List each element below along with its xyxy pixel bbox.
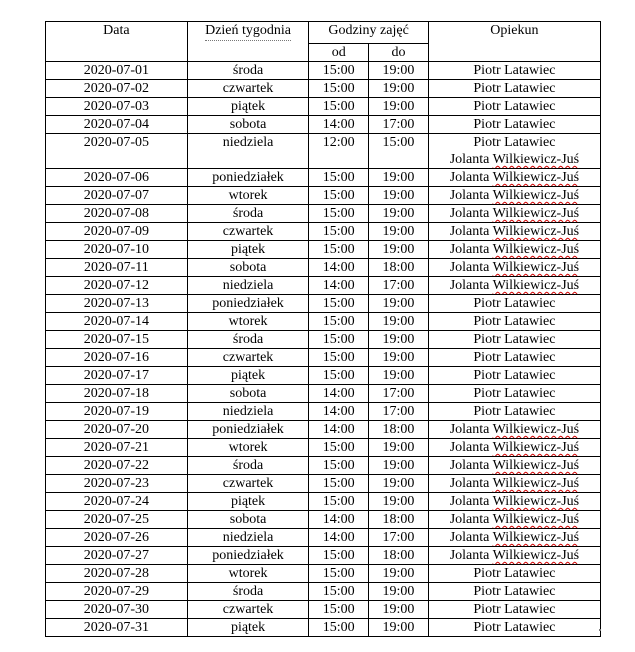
cell-day: wtorek — [187, 187, 309, 205]
cell-to: 19:00 — [369, 475, 429, 493]
caretaker-name-part: Wilkiewicz-Juś — [492, 548, 580, 563]
cell-date: 2020-07-02 — [46, 80, 188, 98]
cell-day: piątek — [187, 241, 309, 259]
cell-to: 19:00 — [369, 349, 429, 367]
caretaker-name-part: Latawiec — [504, 63, 556, 78]
cell-to: 19:00 — [369, 439, 429, 457]
caretaker-name — [431, 349, 598, 366]
cell-day: czwartek — [187, 223, 309, 241]
caretaker-name-part: Piotr — [473, 566, 501, 581]
caretaker-name — [431, 116, 598, 133]
cell-caretaker — [428, 457, 600, 475]
caretaker-name — [431, 583, 598, 600]
cell-caretaker — [428, 493, 600, 511]
cell-to: 18:00 — [369, 511, 429, 529]
cell-day: niedziela — [187, 403, 309, 421]
table-row — [46, 134, 601, 169]
cell-caretaker — [428, 295, 600, 313]
table-row — [46, 547, 601, 565]
caretaker-name — [431, 259, 598, 276]
table-row — [46, 529, 601, 547]
cell-date: 2020-07-12 — [46, 277, 188, 295]
cell-from: 15:00 — [309, 547, 369, 565]
table-row — [46, 241, 601, 259]
cell-to: 17:00 — [369, 403, 429, 421]
caretaker-name-part: Piotr — [473, 63, 501, 78]
caretaker-name — [431, 98, 598, 115]
table-row — [46, 457, 601, 475]
caretaker-name-part: Wilkiewicz-Juś — [492, 476, 580, 491]
cell-caretaker — [428, 62, 600, 80]
table-row — [46, 80, 601, 98]
cell-day: piątek — [187, 98, 309, 116]
cell-to: 19:00 — [369, 367, 429, 385]
table-row — [46, 601, 601, 619]
cell-from: 14:00 — [309, 529, 369, 547]
cell-caretaker — [428, 565, 600, 583]
caretaker-name-part: Wilkiewicz-Juś — [492, 242, 580, 257]
cell-caretaker — [428, 529, 600, 547]
table-row — [46, 331, 601, 349]
caretaker-name-part: Piotr — [473, 602, 501, 617]
cell-from: 15:00 — [309, 295, 369, 313]
table-row — [46, 403, 601, 421]
caretaker-name-part: Jolanta — [449, 170, 490, 185]
caretaker-name — [431, 169, 598, 186]
cell-to: 19:00 — [369, 169, 429, 187]
cell-to: 17:00 — [369, 277, 429, 295]
table-row — [46, 511, 601, 529]
cell-to: 19:00 — [369, 241, 429, 259]
cell-date: 2020-07-24 — [46, 493, 188, 511]
cell-date: 2020-07-03 — [46, 98, 188, 116]
table-row — [46, 98, 601, 116]
cell-day: poniedziałek — [187, 295, 309, 313]
caretaker-name-part: Wilkiewicz-Juś — [492, 440, 580, 455]
cell-caretaker — [428, 421, 600, 439]
cell-date: 2020-07-07 — [46, 187, 188, 205]
cell-day: niedziela — [187, 529, 309, 547]
caretaker-name-part: Latawiec — [504, 584, 556, 599]
cell-from: 14:00 — [309, 277, 369, 295]
table-row — [46, 169, 601, 187]
cell-to: 18:00 — [369, 259, 429, 277]
caretaker-name-part: Piotr — [473, 99, 501, 114]
cell-caretaker — [428, 619, 600, 637]
cell-from: 14:00 — [309, 511, 369, 529]
caretaker-name-part: Jolanta — [449, 422, 490, 437]
caretaker-name-part: Wilkiewicz-Juś — [492, 530, 580, 545]
cell-caretaker — [428, 439, 600, 457]
table-row — [46, 385, 601, 403]
cell-day: środa — [187, 331, 309, 349]
caretaker-name — [431, 241, 598, 258]
cell-caretaker — [428, 547, 600, 565]
caretaker-name — [431, 619, 598, 636]
header-day: Dzień tygodnia — [187, 22, 309, 62]
table-row — [46, 619, 601, 637]
cell-to: 15:00 — [369, 134, 429, 169]
cell-to: 19:00 — [369, 205, 429, 223]
cell-to: 19:00 — [369, 313, 429, 331]
caretaker-name-part: Wilkiewicz-Juś — [492, 512, 580, 527]
cell-from: 15:00 — [309, 349, 369, 367]
caretaker-name-part: Latawiec — [504, 81, 556, 96]
cell-from: 15:00 — [309, 205, 369, 223]
cell-date: 2020-07-19 — [46, 403, 188, 421]
cell-from: 15:00 — [309, 313, 369, 331]
table-row — [46, 493, 601, 511]
cell-day: sobota — [187, 511, 309, 529]
caretaker-name-part: Piotr — [473, 296, 501, 311]
cell-from: 14:00 — [309, 421, 369, 439]
table-row — [46, 475, 601, 493]
cell-day: piątek — [187, 367, 309, 385]
cell-from: 15:00 — [309, 223, 369, 241]
cell-caretaker — [428, 134, 600, 169]
caretaker-name-part: Wilkiewicz-Juś — [492, 458, 580, 473]
cell-day: czwartek — [187, 475, 309, 493]
table-row — [46, 187, 601, 205]
cell-day: wtorek — [187, 565, 309, 583]
cell-to: 17:00 — [369, 116, 429, 134]
caretaker-name-part: Latawiec — [504, 368, 556, 383]
caretaker-name — [431, 529, 598, 546]
cell-caretaker — [428, 385, 600, 403]
caretaker-name-part: Piotr — [473, 584, 501, 599]
cell-date: 2020-07-04 — [46, 116, 188, 134]
caretaker-name — [431, 547, 598, 564]
caretaker-name-part: Jolanta — [449, 476, 490, 491]
cell-from: 15:00 — [309, 367, 369, 385]
cell-date: 2020-07-20 — [46, 421, 188, 439]
cell-caretaker — [428, 98, 600, 116]
caretaker-name-part: Piotr — [473, 81, 501, 96]
table-row — [46, 583, 601, 601]
cell-to: 19:00 — [369, 98, 429, 116]
table-row — [46, 259, 601, 277]
cell-day: czwartek — [187, 349, 309, 367]
caretaker-name-part: Jolanta — [449, 188, 490, 203]
caretaker-name — [431, 295, 598, 312]
cell-from: 15:00 — [309, 619, 369, 637]
cell-from: 15:00 — [309, 169, 369, 187]
cell-from: 15:00 — [309, 493, 369, 511]
table-row — [46, 421, 601, 439]
caretaker-name-part: Latawiec — [504, 296, 556, 311]
caretaker-name — [431, 421, 598, 438]
cell-to: 19:00 — [369, 619, 429, 637]
caretaker-name-part: Latawiec — [504, 99, 556, 114]
cell-day: czwartek — [187, 80, 309, 98]
cell-from: 14:00 — [309, 385, 369, 403]
cell-date: 2020-07-06 — [46, 169, 188, 187]
caretaker-name-part: Piotr — [473, 350, 501, 365]
caretaker-name-part: Jolanta — [449, 548, 490, 563]
cell-date: 2020-07-27 — [46, 547, 188, 565]
cell-from: 15:00 — [309, 241, 369, 259]
cell-date: 2020-07-25 — [46, 511, 188, 529]
caretaker-name — [431, 134, 598, 151]
table-row — [46, 313, 601, 331]
cell-to: 19:00 — [369, 223, 429, 241]
header-from: od — [309, 44, 369, 62]
caretaker-name — [431, 601, 598, 618]
caretaker-name-part: Wilkiewicz-Juś — [492, 494, 580, 509]
cell-day: poniedziałek — [187, 547, 309, 565]
cell-to: 19:00 — [369, 295, 429, 313]
cell-day: środa — [187, 583, 309, 601]
cell-from: 15:00 — [309, 62, 369, 80]
caretaker-name — [431, 457, 598, 474]
caretaker-name-part: Wilkiewicz-Juś — [492, 260, 580, 275]
caretaker-name — [431, 151, 598, 168]
caretaker-name-part: Piotr — [473, 314, 501, 329]
cell-from: 14:00 — [309, 403, 369, 421]
table-row — [46, 295, 601, 313]
cell-date: 2020-07-09 — [46, 223, 188, 241]
cell-caretaker — [428, 241, 600, 259]
cell-date: 2020-07-10 — [46, 241, 188, 259]
table-row — [46, 223, 601, 241]
cell-day: sobota — [187, 116, 309, 134]
caretaker-name-part: Jolanta — [449, 494, 490, 509]
cell-date: 2020-07-15 — [46, 331, 188, 349]
cell-caretaker — [428, 169, 600, 187]
cell-date: 2020-07-18 — [46, 385, 188, 403]
cell-to: 19:00 — [369, 80, 429, 98]
cell-caretaker — [428, 223, 600, 241]
table-row — [46, 277, 601, 295]
cell-to: 19:00 — [369, 331, 429, 349]
cell-from: 15:00 — [309, 439, 369, 457]
table-body — [46, 62, 601, 637]
cell-day: poniedziałek — [187, 169, 309, 187]
caretaker-name-part: Wilkiewicz-Juś — [492, 422, 580, 437]
cell-day: środa — [187, 205, 309, 223]
cell-date: 2020-07-22 — [46, 457, 188, 475]
caretaker-name-part: Latawiec — [504, 314, 556, 329]
caretaker-name-part: Latawiec — [504, 602, 556, 617]
table-row — [46, 349, 601, 367]
cell-day: poniedziałek — [187, 421, 309, 439]
cell-date: 2020-07-21 — [46, 439, 188, 457]
cell-from: 15:00 — [309, 565, 369, 583]
cell-caretaker — [428, 116, 600, 134]
caretaker-name — [431, 403, 598, 420]
cell-caretaker — [428, 367, 600, 385]
caretaker-name-part: Latawiec — [504, 404, 556, 419]
cell-caretaker — [428, 349, 600, 367]
caretaker-name-part: Jolanta — [449, 512, 490, 527]
cell-to: 19:00 — [369, 457, 429, 475]
cell-date: 2020-07-26 — [46, 529, 188, 547]
cell-day: piątek — [187, 619, 309, 637]
caretaker-name — [431, 439, 598, 456]
caretaker-name — [431, 331, 598, 348]
header-hours: Godziny zajęć — [309, 22, 429, 44]
cell-to: 19:00 — [369, 601, 429, 619]
caretaker-name-part: Latawiec — [504, 135, 556, 150]
cell-to: 17:00 — [369, 529, 429, 547]
table-row — [46, 62, 601, 80]
cell-date: 2020-07-23 — [46, 475, 188, 493]
cell-from: 15:00 — [309, 601, 369, 619]
table-end-mark — [599, 629, 601, 631]
cell-from: 15:00 — [309, 80, 369, 98]
cell-date: 2020-07-29 — [46, 583, 188, 601]
caretaker-name-part: Piotr — [473, 368, 501, 383]
cell-date: 2020-07-05 — [46, 134, 188, 169]
caretaker-name — [431, 80, 598, 97]
cell-caretaker — [428, 601, 600, 619]
caretaker-name-part: Latawiec — [504, 566, 556, 581]
cell-caretaker — [428, 277, 600, 295]
cell-to: 18:00 — [369, 547, 429, 565]
table-row — [46, 205, 601, 223]
caretaker-name-part: Piotr — [473, 332, 501, 347]
table-row — [46, 565, 601, 583]
cell-caretaker — [428, 313, 600, 331]
caretaker-name-part: Latawiec — [504, 117, 556, 132]
caretaker-name — [431, 62, 598, 79]
cell-day: sobota — [187, 259, 309, 277]
caretaker-name-part: Wilkiewicz-Juś — [492, 278, 580, 293]
cell-day: środa — [187, 62, 309, 80]
caretaker-name — [431, 511, 598, 528]
caretaker-name — [431, 187, 598, 204]
caretaker-name-part: Jolanta — [449, 224, 490, 239]
cell-from: 15:00 — [309, 475, 369, 493]
cell-from: 12:00 — [309, 134, 369, 169]
cell-day: piątek — [187, 493, 309, 511]
table-row — [46, 439, 601, 457]
cell-day: wtorek — [187, 439, 309, 457]
cell-caretaker — [428, 475, 600, 493]
caretaker-name-part: Jolanta — [449, 260, 490, 275]
caretaker-name — [431, 475, 598, 492]
cell-date: 2020-07-08 — [46, 205, 188, 223]
table-header — [46, 22, 601, 62]
caretaker-name-part: Piotr — [473, 404, 501, 419]
caretaker-name — [431, 367, 598, 384]
cell-to: 19:00 — [369, 493, 429, 511]
cell-to: 19:00 — [369, 187, 429, 205]
cell-caretaker — [428, 331, 600, 349]
caretaker-name — [431, 223, 598, 240]
cell-to: 18:00 — [369, 421, 429, 439]
caretaker-name-part: Wilkiewicz-Juś — [492, 152, 580, 167]
cell-to: 19:00 — [369, 583, 429, 601]
caretaker-name-part: Piotr — [473, 386, 501, 401]
caretaker-name — [431, 277, 598, 294]
caretaker-name-part: Wilkiewicz-Juś — [492, 206, 580, 221]
caretaker-name-part: Piotr — [473, 135, 501, 150]
cell-from: 15:00 — [309, 187, 369, 205]
cell-day: sobota — [187, 385, 309, 403]
cell-from: 15:00 — [309, 583, 369, 601]
caretaker-name-part: Piotr — [473, 117, 501, 132]
table-row — [46, 367, 601, 385]
cell-from: 14:00 — [309, 259, 369, 277]
caretaker-name-part: Latawiec — [504, 332, 556, 347]
cell-to: 19:00 — [369, 565, 429, 583]
cell-caretaker — [428, 80, 600, 98]
cell-date: 2020-07-30 — [46, 601, 188, 619]
cell-date: 2020-07-28 — [46, 565, 188, 583]
cell-date: 2020-07-14 — [46, 313, 188, 331]
header-to: do — [369, 44, 429, 62]
caretaker-name-part: Jolanta — [449, 458, 490, 473]
caretaker-name — [431, 205, 598, 222]
cell-date: 2020-07-11 — [46, 259, 188, 277]
cell-from: 15:00 — [309, 98, 369, 116]
cell-caretaker — [428, 187, 600, 205]
cell-date: 2020-07-01 — [46, 62, 188, 80]
caretaker-name — [431, 493, 598, 510]
cell-day: niedziela — [187, 277, 309, 295]
cell-caretaker — [428, 403, 600, 421]
cell-date: 2020-07-16 — [46, 349, 188, 367]
cell-day: czwartek — [187, 601, 309, 619]
caretaker-name-part: Latawiec — [504, 386, 556, 401]
cell-to: 19:00 — [369, 62, 429, 80]
cell-date: 2020-07-13 — [46, 295, 188, 313]
cell-date: 2020-07-17 — [46, 367, 188, 385]
cell-caretaker — [428, 511, 600, 529]
cell-caretaker — [428, 205, 600, 223]
header-date: Data — [46, 22, 188, 62]
cell-date: 2020-07-31 — [46, 619, 188, 637]
caretaker-name-part: Piotr — [473, 620, 501, 635]
cell-day: wtorek — [187, 313, 309, 331]
caretaker-name-part: Jolanta — [449, 152, 490, 167]
cell-from: 15:00 — [309, 331, 369, 349]
cell-caretaker — [428, 259, 600, 277]
caretaker-name-part: Jolanta — [449, 242, 490, 257]
cell-from: 14:00 — [309, 116, 369, 134]
caretaker-name-part: Latawiec — [504, 620, 556, 635]
header-caretaker: Opiekun — [428, 22, 600, 62]
cell-day: środa — [187, 457, 309, 475]
caretaker-name-part: Jolanta — [449, 530, 490, 545]
caretaker-name-part: Jolanta — [449, 440, 490, 455]
table-row — [46, 116, 601, 134]
caretaker-name-part: Jolanta — [449, 278, 490, 293]
caretaker-name-part: Wilkiewicz-Juś — [492, 224, 580, 239]
caretaker-name-part: Jolanta — [449, 206, 490, 221]
cell-day: niedziela — [187, 134, 309, 169]
caretaker-name — [431, 565, 598, 582]
cell-caretaker — [428, 583, 600, 601]
cell-to: 17:00 — [369, 385, 429, 403]
caretaker-name-part: Wilkiewicz-Juś — [492, 188, 580, 203]
caretaker-name — [431, 313, 598, 330]
caretaker-name-part: Wilkiewicz-Juś — [492, 170, 580, 185]
cell-from: 15:00 — [309, 457, 369, 475]
caretaker-name-part: Latawiec — [504, 350, 556, 365]
schedule-table — [45, 21, 601, 637]
caretaker-name — [431, 385, 598, 402]
